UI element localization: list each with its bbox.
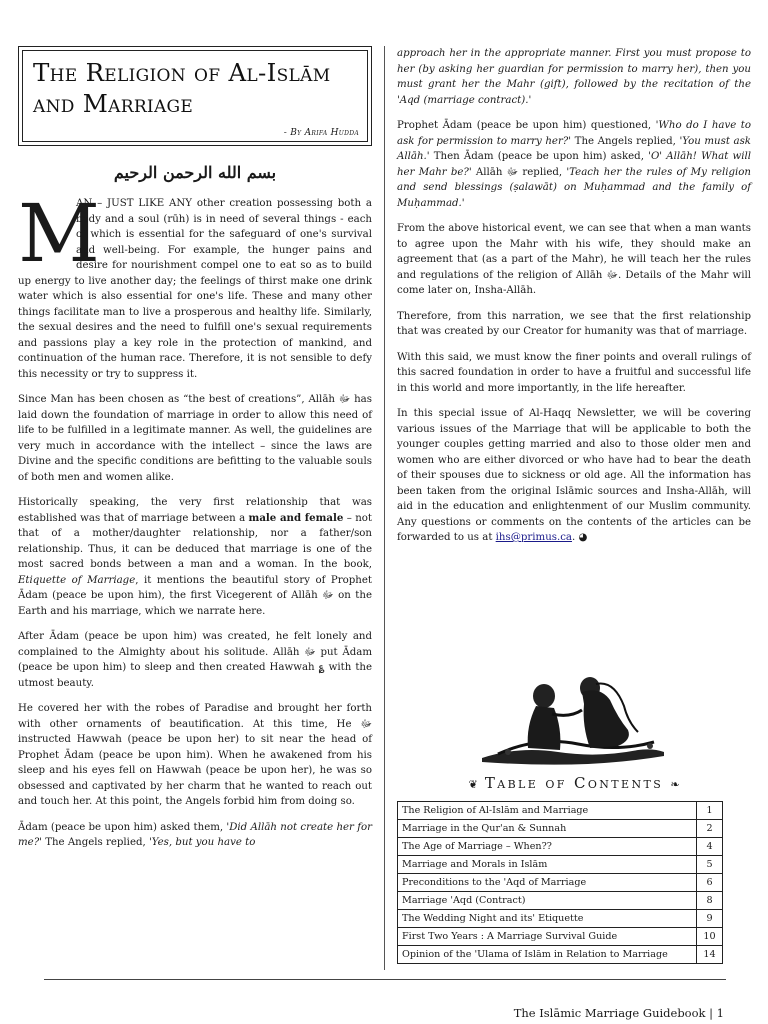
toc-heading: ❦ Table of Contents ❧	[468, 774, 680, 792]
bismillah: بسم الله الرحمن الرحيم	[113, 163, 277, 182]
column-divider	[384, 46, 385, 970]
toc-entry-page: 4	[697, 838, 723, 856]
toc-entry-page: 5	[697, 856, 723, 874]
toc-row[interactable]	[398, 802, 723, 820]
paragraph-2: Since Man has been chosen as “the best of creations”, Allāh ﷻ has laid down the foundation of marriage in order to allow this need of life to be fulfilled in a legitimate manner. As well, the guidelines are very much in accordance with the intellect – since the laws are Divine and the specific conditions are befitting to the valuable souls of both men and women alike.	[18, 394, 372, 483]
article-title: The Religion of Al-Islām and Marriage	[33, 58, 331, 118]
toc-entry-page: 2	[697, 820, 723, 838]
left-column	[18, 46, 372, 861]
toc-entry-page: 8	[697, 892, 723, 910]
toc-row[interactable]	[398, 892, 723, 910]
toc-entry-title: Marriage and Morals in Islām	[398, 856, 697, 874]
toc-entry-title: First Two Years : A Marriage Survival Guide	[398, 928, 697, 946]
page-footer: The Islāmic Marriage Guidebook | 1	[513, 1006, 724, 1020]
paragraph-6: Ādam (peace be upon him) asked them, 'Did Allāh not create her for me?' The Angels replied, 'Yes, but you have to	[18, 821, 372, 848]
drop-cap: M	[18, 187, 100, 280]
paragraph-r2: Prophet Ādam (peace be upon him) questioned, 'Who do I have to ask for permission to marry her?' The Angels replied, 'You must ask Allāh.' Then Ādam (peace be upon him) asked, 'O' Allāh! What will her Mahr be?' Allāh ﷻ replied, 'Teach her the rules of My religion and send blessings (ṣalawāt) on Muḥammad and the family of Muḥammad.'	[397, 120, 752, 209]
paragraph-r5: With this said, we must know the finer points and overall rulings of this sacred foundation in order to have a fruitful and successful life in this world and more importantly, in the life hereafter.	[397, 351, 751, 394]
toc-row[interactable]	[398, 928, 723, 946]
toc-entry-page: 14	[697, 946, 723, 964]
toc-entry-title: The Religion of Al-Islām and Marriage	[398, 802, 697, 820]
book-title: Etiquette of Marriage	[18, 574, 136, 586]
toc-row[interactable]	[398, 838, 723, 856]
bold-text: male and female	[248, 511, 344, 524]
right-column	[397, 46, 751, 556]
paragraph-r3: From the above historical event, we can see that when a man wants to agree upon the Mahr with his wife, they should make an agreement that (as a part of the Mahr), he will teach her the rules and regulations of the religion of Allāh ﷻ. Details of the Mahr will come later on, Insha-Allāh.	[397, 223, 751, 296]
toc-entry-page: 9	[697, 910, 723, 928]
paragraph-5: He covered her with the robes of Paradise and brought her forth with other ornaments of beautification. At this time, He ﷻ instructed Hawwah (peace be upon her) to sit near the head of Prophet Ādam (peace be upon him). When he awakened from his sleep and his eyes fell on Hawwah (peace be upon her), he was so obsessed and captivated by her charm that he wanted to reach out and touch her. At this point, the Angels forbid him from doing so.	[18, 703, 372, 807]
toc-row[interactable]	[398, 946, 723, 964]
table-of-contents	[397, 801, 723, 964]
byline: - By Arifa Hudda	[283, 128, 359, 138]
toc-entry-title: Opinion of the 'Ulama of Islām in Relation to Marriage	[398, 946, 697, 964]
toc-row[interactable]	[398, 874, 723, 892]
title-box	[18, 46, 372, 146]
footer-rule	[44, 979, 726, 980]
toc-row[interactable]	[398, 820, 723, 838]
paragraph-r1: approach her in the appropriate manner. First you must propose to her (by asking her guardian for permission to marry her), then you must grant her the Mahr (gift), followed by the recitation of the 'Aqd (marriage contract).'	[397, 48, 751, 106]
ornament-left-icon: ❦	[468, 778, 478, 791]
toc-entry-page: 10	[697, 928, 723, 946]
ornament-right-icon: ❧	[670, 778, 680, 791]
paragraph-r6: In this special issue of Al-Haqq Newsletter, we will be covering various issues of the Marriage that will be applicable to both the younger couples getting married and also to those older men and women who are either divorced or who have had to bear the death of their spouses due to sickness or old age. All the information has been taken from the original Islāmic sources and Insha-Allāh, will aid in the education and enlightenment of our Muslim community. Any questions or comments on the contents of the articles can be forwarded to us at ihs@primus.ca. ◕	[397, 408, 751, 543]
toc-entry-title: Marriage 'Aqd (Contract)	[398, 892, 697, 910]
paragraph-3: Historically speaking, the very first relationship that was established was that of marriage between a male and female – not that of a mother/daughter relationship, nor a father/son relationship. Thus, it can be deduced that marriage is one of the most sacred bonds between a man and a woman. In the book, Etiquette of Marriage, it mentions the beautiful story of Prophet Ādam (peace be upon him), the first Vicegerent of Allāh ﷻ on the Earth and his marriage, which we narrate here.	[18, 497, 372, 617]
paragraph-4: After Ādam (peace be upon him) was created, he felt lonely and complained to the Almighty about his solitude. Allāh ﷻ put Ādam (peace be upon him) to sleep and then created Hawwah ؏ with the utmost beauty.	[18, 631, 372, 689]
toc-entry-title: Preconditions to the 'Aqd of Marriage	[398, 874, 697, 892]
toc-entry-page: 1	[697, 802, 723, 820]
toc-row[interactable]	[398, 910, 723, 928]
toc-entry-title: The Wedding Night and its' Etiquette	[398, 910, 697, 928]
toc-entry-page: 6	[697, 874, 723, 892]
toc-row[interactable]	[398, 856, 723, 874]
toc-entry-title: The Age of Marriage – When??	[398, 838, 697, 856]
email-link[interactable]: ihs@primus.ca	[495, 532, 573, 543]
toc-entry-title: Marriage in the Qur'an & Sunnah	[398, 820, 697, 838]
paragraph-r4: Therefore, from this narration, we see that the first relationship that was created by our Creator for humanity was that of marriage.	[397, 310, 751, 337]
couple-illustration	[478, 666, 668, 772]
paragraph-1: M AN – JUST LIKE ANY other creation possessing both a body and a soul (rūh) is in need of several things - each of which is essential for the safeguard of one's survival and well-being. For example, the hunger pains and desire for nourishment compel one to eat so as to build up energy to live another day; the feelings of thirst make one drink water which is also essential for one's life. These and many other things facilitate man to live a prosperous and healthy life. Similarly, the sexual desires and the need to fulfill one's sexual requirements and passions play a key role in the protection of mankind, and continuation of the human race. Therefore, it is not sensible to defy this necessity or try to suppress it.	[18, 187, 372, 380]
